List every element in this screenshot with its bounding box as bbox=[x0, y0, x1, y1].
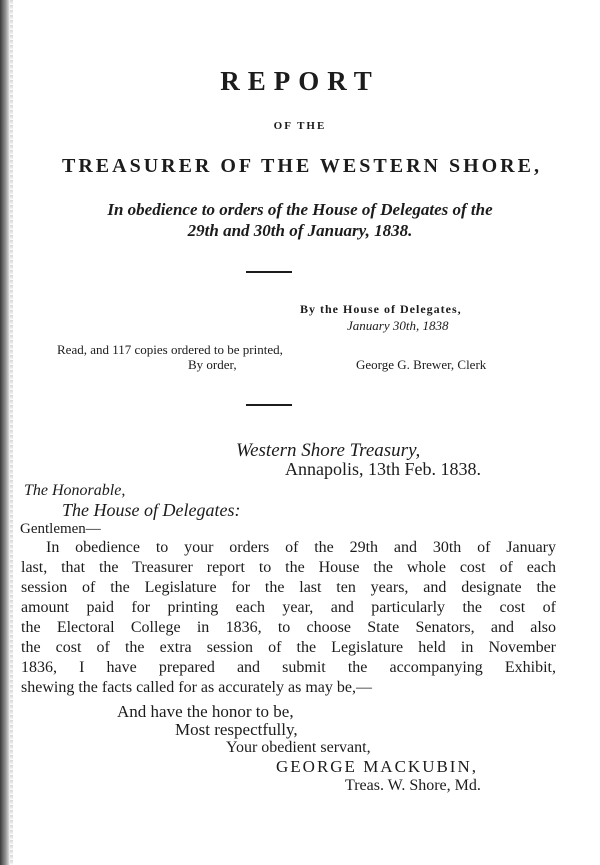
clerk-name: George G. Brewer, Clerk bbox=[356, 357, 487, 372]
letter-body-line: In obedience to your orders of the 29th and 30th of January bbox=[46, 539, 556, 556]
treasurer-heading: TREASURER OF THE WESTERN SHORE, bbox=[62, 155, 542, 177]
letter-body-line: the cost of the extra session of the Legislature held in November bbox=[21, 639, 556, 656]
obedience-line-1: In obedience to orders of the House of Delegates of the bbox=[107, 200, 493, 219]
addressee-line-1: The Honorable, bbox=[24, 482, 126, 499]
letter-date: Annapolis, 13th Feb. 1838. bbox=[285, 459, 481, 479]
letter-body-line: shewing the facts called for as accurately as may be,— bbox=[21, 679, 372, 696]
closing-respectfully: Most respectfully, bbox=[175, 720, 298, 739]
letter-body-line: the Electoral College in 1836, to choose State Senators, and also bbox=[21, 619, 556, 636]
signature-title: Treas. W. Shore, Md. bbox=[345, 777, 481, 794]
order-date: January 30th, 1838 bbox=[347, 318, 449, 333]
addressee-line-2: The House of Delegates: bbox=[62, 500, 241, 520]
of-the-label: OF THE bbox=[273, 120, 327, 132]
report-title: REPORT bbox=[220, 66, 380, 96]
divider-rule-1 bbox=[246, 271, 292, 273]
letter-place: Western Shore Treasury, bbox=[236, 440, 421, 461]
letter-body-line: amount paid for printing each year, and particularly the cost of bbox=[21, 599, 556, 616]
by-house-of-delegates: By the House of Delegates, bbox=[300, 302, 462, 316]
letter-body-line: session of the Legislature for the last ten years, and designate the bbox=[21, 579, 556, 596]
read-and-ordered: Read, and 117 copies ordered to be printed, bbox=[57, 342, 283, 357]
letter-body-line: 1836, I have prepared and submit the accompanying Exhibit, bbox=[21, 659, 556, 676]
salutation: Gentlemen— bbox=[20, 521, 101, 537]
by-order: By order, bbox=[188, 357, 237, 372]
signature-name: GEORGE MACKUBIN, bbox=[276, 757, 478, 776]
closing-servant: Your obedient servant, bbox=[226, 739, 371, 756]
letter-body-line: last, that the Treasurer report to the House the whole cost of each bbox=[21, 559, 556, 576]
closing-honor: And have the honor to be, bbox=[117, 702, 294, 721]
divider-rule-2 bbox=[246, 404, 292, 406]
obedience-line-2: 29th and 30th of January, 1838. bbox=[187, 221, 413, 240]
